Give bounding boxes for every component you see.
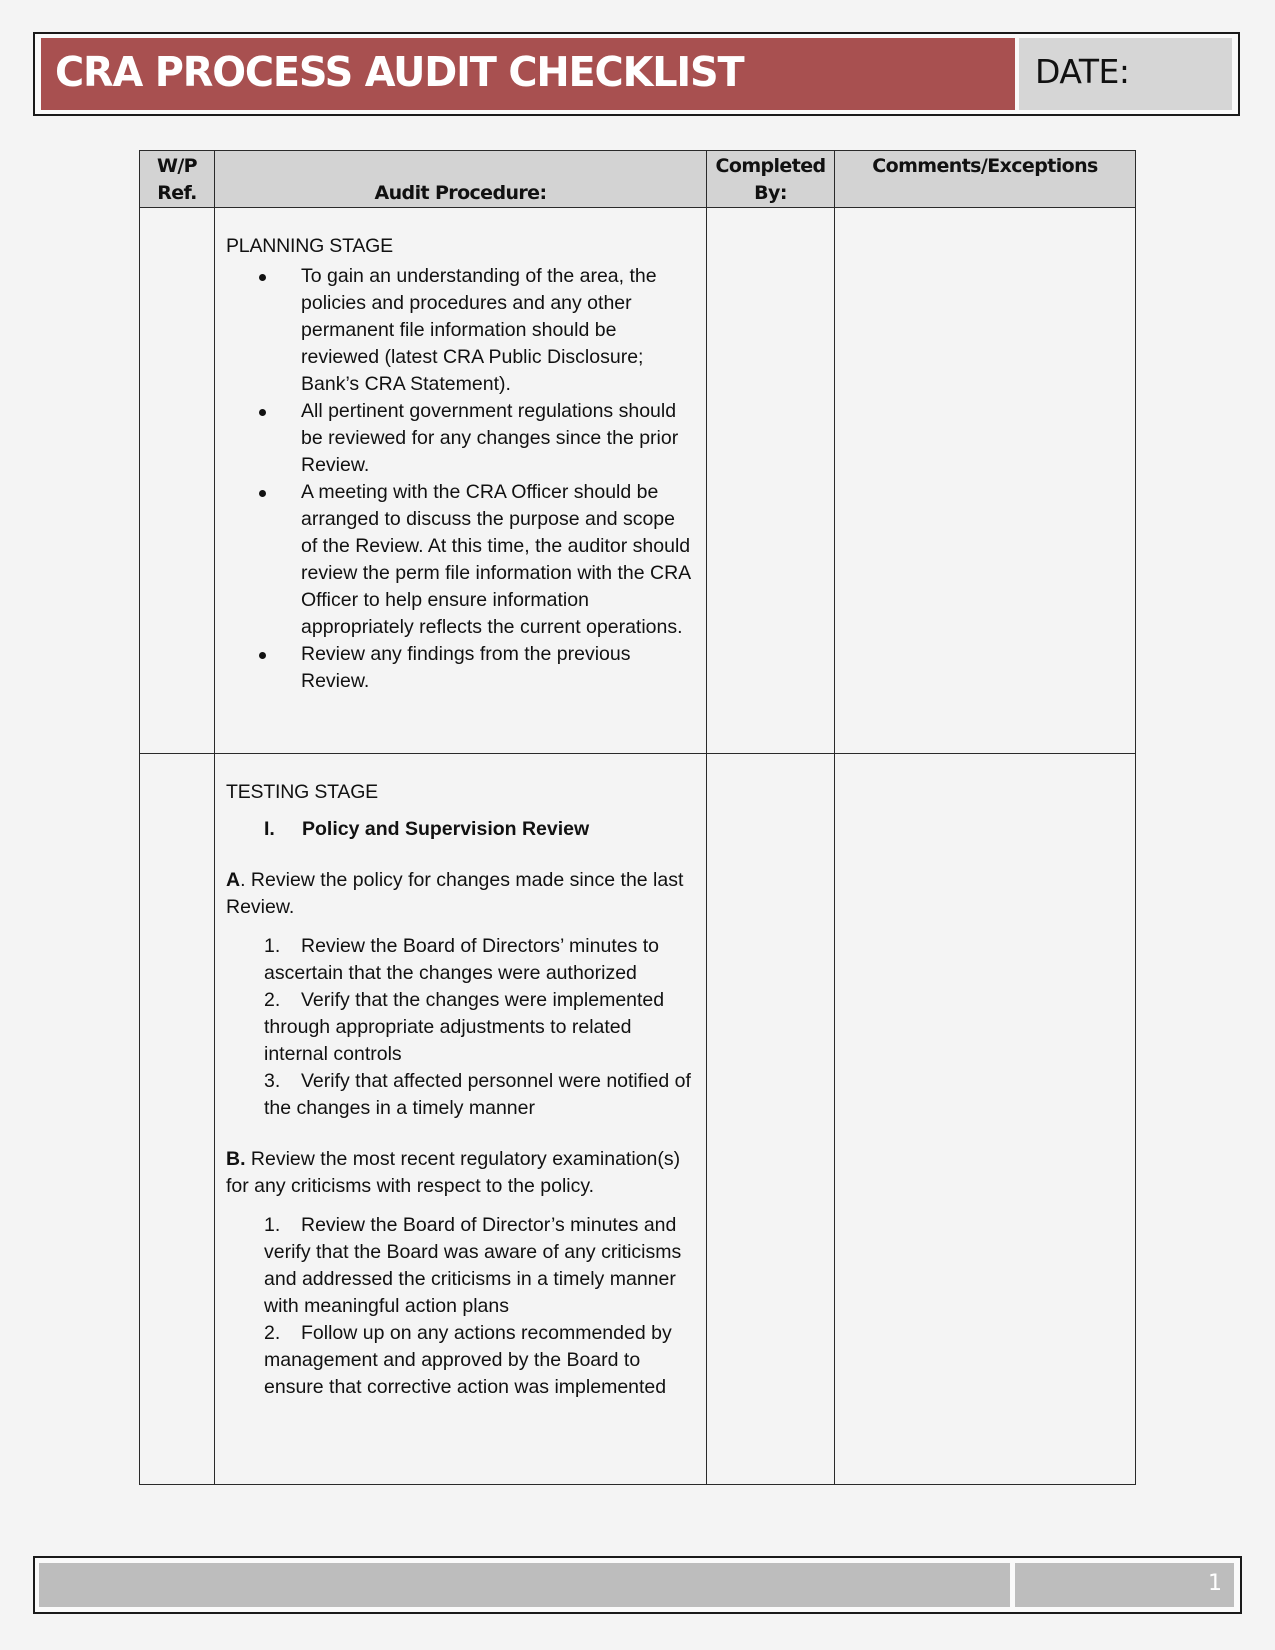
date-field[interactable] xyxy=(1019,38,1232,110)
part-a-paragraph xyxy=(226,867,696,921)
table-row-planning xyxy=(140,208,1136,754)
completed-by-cell[interactable] xyxy=(707,208,835,754)
column-header-wp-ref xyxy=(140,151,215,208)
step-number: 1. xyxy=(264,935,281,957)
page-footer xyxy=(33,1556,1242,1614)
section-heading xyxy=(264,816,696,843)
table-row-testing xyxy=(140,754,1136,1485)
page-number-box xyxy=(1015,1563,1234,1607)
list-item xyxy=(264,987,696,1068)
stage-title: PLANNING STAGE xyxy=(226,235,393,257)
step-number: 1. xyxy=(264,1214,281,1236)
wp-ref-line2: Ref. xyxy=(157,182,197,204)
list-item-text: To gain an understanding of the area, the policies and procedures and any other permanent file information should be reviewed (latest CRA Public Disclosure; Bank’s CRA Statement). xyxy=(301,265,657,395)
table-header-row xyxy=(140,151,1136,208)
list-item xyxy=(301,398,696,479)
list-item-text: All pertinent government regulations should be reviewed for any changes since the prior Review. xyxy=(301,400,679,476)
list-item xyxy=(264,1320,696,1401)
step-text: Follow up on any actions recommended by management and approved by the Board to ensure that corrective action was implemented xyxy=(264,1322,672,1398)
list-item-text: Review any findings from the previous Review. xyxy=(301,643,631,692)
comments-label: Comments/Exceptions xyxy=(872,155,1098,177)
audit-checklist-table xyxy=(139,150,1136,1485)
title-block xyxy=(33,32,1240,116)
part-b-steps xyxy=(264,1212,696,1401)
wp-ref-cell[interactable] xyxy=(140,754,215,1485)
part-a-text: . Review the policy for changes made since the last Review. xyxy=(226,869,684,918)
column-header-completed-by xyxy=(707,151,835,208)
bullet-icon xyxy=(259,490,266,497)
list-item xyxy=(301,263,696,398)
step-text: Review the Board of Directors’ minutes to ascertain that the changes were authorized xyxy=(264,935,660,984)
bullet-icon xyxy=(259,652,266,659)
comments-cell[interactable] xyxy=(835,754,1136,1485)
step-text: Verify that affected personnel were notified of the changes in a timely manner xyxy=(264,1070,691,1119)
title-bar xyxy=(41,38,1015,110)
step-number: 2. xyxy=(264,1322,281,1344)
column-header-comments xyxy=(835,151,1136,208)
part-a-label: A xyxy=(226,869,241,891)
bullet-icon xyxy=(259,274,266,281)
wp-ref-cell[interactable] xyxy=(140,208,215,754)
list-item xyxy=(301,479,696,641)
list-item xyxy=(301,641,696,695)
planning-bullet-list xyxy=(226,263,696,695)
completed-by-line1: Completed xyxy=(715,155,826,177)
column-header-audit-procedure xyxy=(215,151,707,208)
part-b-text: Review the most recent regulatory examination(s) for any criticisms with respect to the policy. xyxy=(226,1148,681,1197)
list-item xyxy=(264,1068,696,1122)
list-item xyxy=(264,1212,696,1320)
footer-bar xyxy=(39,1563,1010,1607)
list-item-text: A meeting with the CRA Officer should be arranged to discuss the purpose and scope of the Review. At this time, the auditor should review the perm file information with the CRA Officer to help ensure information appropriately reflects the current operations. xyxy=(301,481,691,638)
step-text: Review the Board of Director’s minutes and verify that the Board was aware of any criticisms and addressed the criticisms in a timely manner with meaningful action plans xyxy=(264,1214,682,1317)
procedure-cell-planning xyxy=(215,208,707,754)
completed-by-cell[interactable] xyxy=(707,754,835,1485)
comments-cell[interactable] xyxy=(835,208,1136,754)
page-number: 1 xyxy=(1208,1571,1222,1596)
part-a-steps xyxy=(264,933,696,1122)
section-number: I. xyxy=(264,818,275,840)
step-number: 3. xyxy=(264,1070,281,1092)
section-title: Policy and Supervision Review xyxy=(302,818,590,840)
completed-by-line2: By: xyxy=(754,182,787,204)
procedure-cell-testing xyxy=(215,754,707,1485)
list-item xyxy=(264,933,696,987)
part-b-paragraph xyxy=(226,1146,696,1200)
wp-ref-line1: W/P xyxy=(156,155,198,177)
date-label: DATE: xyxy=(1035,52,1130,91)
step-text: Verify that the changes were implemented through appropriate adjustments to related internal controls xyxy=(264,989,665,1065)
part-b-label: B. xyxy=(226,1148,246,1170)
step-number: 2. xyxy=(264,989,281,1011)
document-title: CRA PROCESS AUDIT CHECKLIST xyxy=(55,48,744,96)
bullet-icon xyxy=(259,409,266,416)
stage-title: TESTING STAGE xyxy=(226,781,378,803)
audit-procedure-label: Audit Procedure: xyxy=(374,182,547,204)
